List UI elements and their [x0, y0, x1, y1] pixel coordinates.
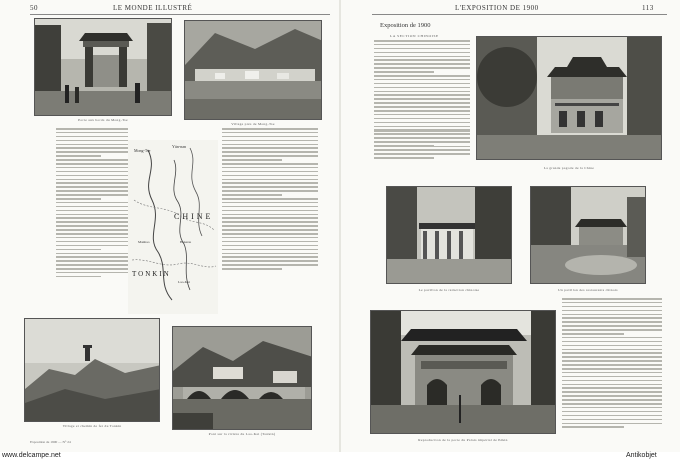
watermark-delcampe: www.delcampe.net: [2, 452, 61, 459]
photo-bridge: [172, 326, 312, 430]
footer-bar: [0, 452, 680, 460]
right-article-column-2: [374, 130, 470, 161]
caption-village: Village près de Mong-Tse: [231, 122, 275, 126]
article-heading: Exposition de 1900: [380, 22, 431, 29]
page-gutter: [339, 0, 341, 452]
watermark-antikobjet: Antikobjet: [626, 452, 657, 459]
caption-imperial-gate: Reproduction de la porte du Palais impérial de Pékin: [418, 438, 508, 442]
map-yunnan-tonkin: [128, 140, 218, 314]
map-label-mong-tse: Mong-Tse: [134, 148, 151, 153]
map-label-lao-kai: Lao-Kai: [178, 280, 190, 284]
map-label-hokeou: Hokéou: [180, 240, 192, 244]
left-footer-note: Exposition de 1900 — N° 24: [30, 440, 71, 444]
right-header-rule: [372, 14, 667, 15]
map-label-yunnan: Yün-nan: [172, 144, 186, 149]
photo-gate-street: [34, 18, 172, 116]
caption-gate-street: Porte aux bords du Mong-Tse: [78, 118, 128, 122]
photo-village: [184, 20, 322, 120]
left-header-rule: [30, 14, 330, 15]
map-label-manhao: Manhao: [138, 240, 150, 244]
left-article-column-2: [222, 128, 318, 272]
photo-imperial-gate: [370, 310, 556, 434]
caption-hills-railway: Village et chemin de fer du Tonkin: [62, 424, 122, 428]
photo-great-pagoda: [476, 36, 662, 160]
photo-restaurant-pavilion: [530, 186, 646, 284]
caption-bridge: Pont sur la rivière du Lao-Kai (Tonkin): [208, 432, 276, 436]
left-article-column-1: [56, 128, 128, 280]
caption-redaction-pavilion: Le pavillon de la rédaction chinoise: [418, 288, 480, 292]
photo-redaction-pavilion: [386, 186, 512, 284]
right-article-column-3: [562, 298, 662, 430]
right-running-title: L'EXPOSITION DE 1900: [455, 4, 539, 12]
caption-restaurant-pavilion: Un pavillon des restaurants chinois: [558, 288, 618, 292]
left-running-title: LE MONDE ILLUSTRÉ: [113, 4, 193, 12]
map-label-chine: CHINE: [174, 212, 214, 221]
map-label-tonkin: TONKIN: [132, 270, 171, 278]
left-page-number: 50: [30, 4, 38, 12]
caption-great-pagoda: La grande pagode de la Chine: [543, 166, 595, 170]
article-subheading: LA SECTION CHINOISE: [390, 34, 439, 38]
photo-hills-railway: [24, 318, 160, 422]
right-page-number: 113: [642, 4, 654, 12]
